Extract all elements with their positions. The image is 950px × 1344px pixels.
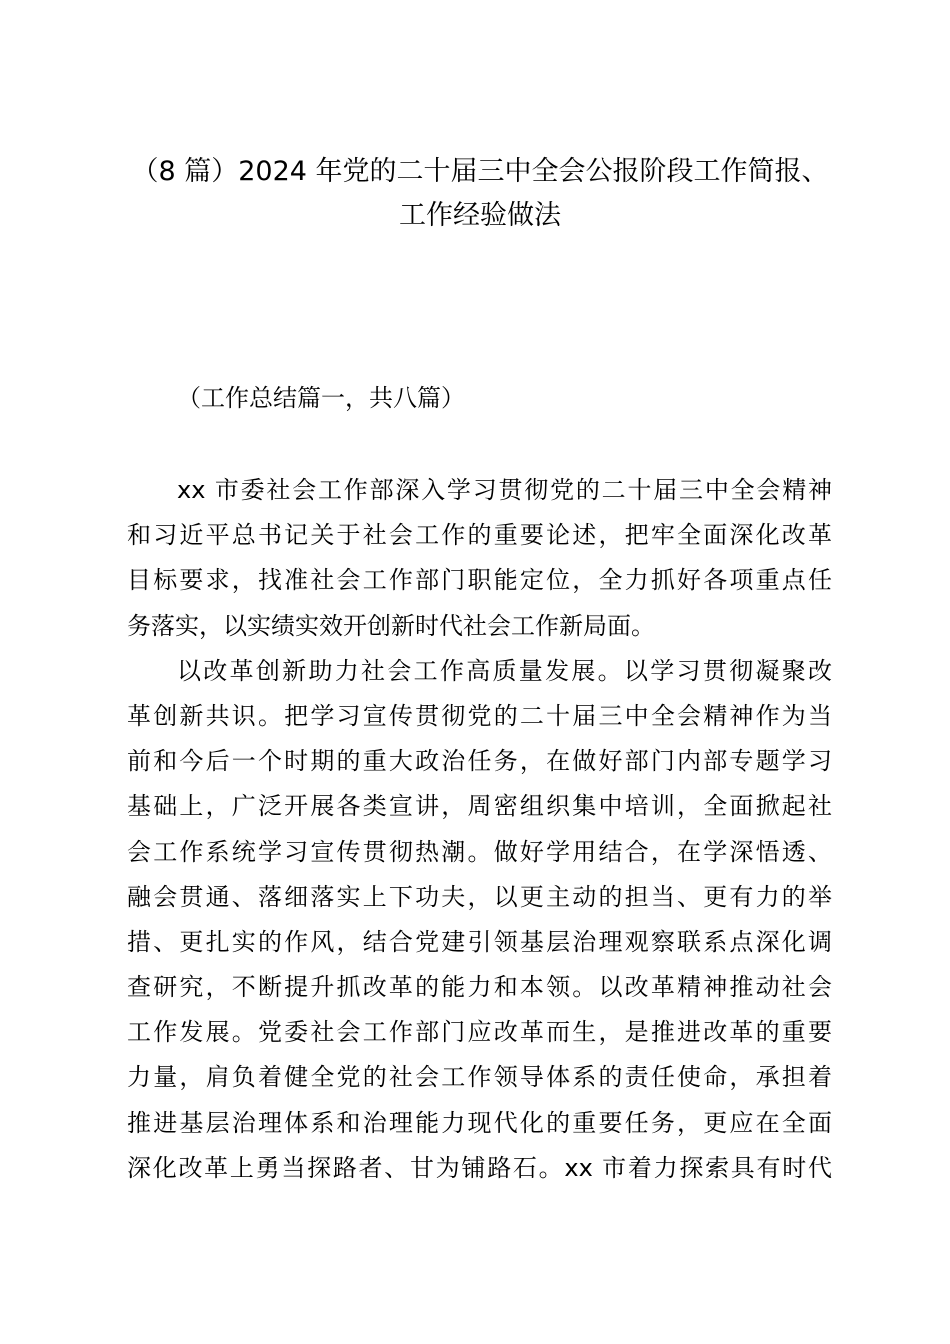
paragraph-2-line: 以改革创新助力社会工作高质量发展。以学习贯彻凝聚改 xyxy=(177,656,832,685)
document-title xyxy=(100,150,860,238)
paragraph-2-line: 推进基层治理体系和治理能力现代化的重要任务，更应在全面 xyxy=(127,1108,832,1137)
paragraph-2-line: 力量，肩负着健全党的社会工作领导体系的责任使命，承担着 xyxy=(127,1063,832,1092)
paragraph-2-line: 融会贯通、落细落实上下功夫，以更主动的担当、更有力的举 xyxy=(127,882,832,911)
paragraph-1-line: 和习近平总书记关于社会工作的重要论述，把牢全面深化改革 xyxy=(127,521,832,550)
paragraph-2-line: 前和今后一个时期的重大政治任务，在做好部门内部专题学习 xyxy=(127,747,832,776)
paragraph-2-line: 基础上，广泛开展各类宣讲，周密组织集中培训，全面掀起社 xyxy=(127,792,832,821)
paragraph-1-line: 务落实，以实绩实效开创新时代社会工作新局面。 xyxy=(127,611,655,640)
paragraph-2-line: 深化改革上勇当探路者、甘为铺路石。xx 市着力探索具有时代 xyxy=(127,1153,832,1182)
paragraph-2-line: 措、更扎实的作风，结合党建引领基层治理观察联系点深化调 xyxy=(127,927,832,956)
paragraph-2-line: 工作发展。党委社会工作部门应改革而生，是推进改革的重要 xyxy=(127,1018,832,1047)
paragraph-2-line: 会工作系统学习宣传贯彻热潮。做好学用结合，在学深悟透、 xyxy=(127,837,832,866)
paragraph-1-line: xx 市委社会工作部深入学习贯彻党的二十届三中全会精神 xyxy=(177,476,832,504)
title-line-1: （8 篇）2024 年党的二十届三中全会公报阶段工作简报、 xyxy=(131,156,829,187)
paragraph-1-line: 目标要求，找准社会工作部门职能定位，全力抓好各项重点任 xyxy=(127,566,832,595)
document-subtitle: （工作总结篇一，共八篇） xyxy=(177,384,465,412)
paragraph-2-line: 查研究，不断提升抓改革的能力和本领。以改革精神推动社会 xyxy=(127,973,832,1002)
document-body xyxy=(127,468,832,1191)
paragraph-2-line: 革创新共识。把学习宣传贯彻党的二十届三中全会精神作为当 xyxy=(127,701,832,730)
title-line-2: 工作经验做法 xyxy=(399,200,561,231)
